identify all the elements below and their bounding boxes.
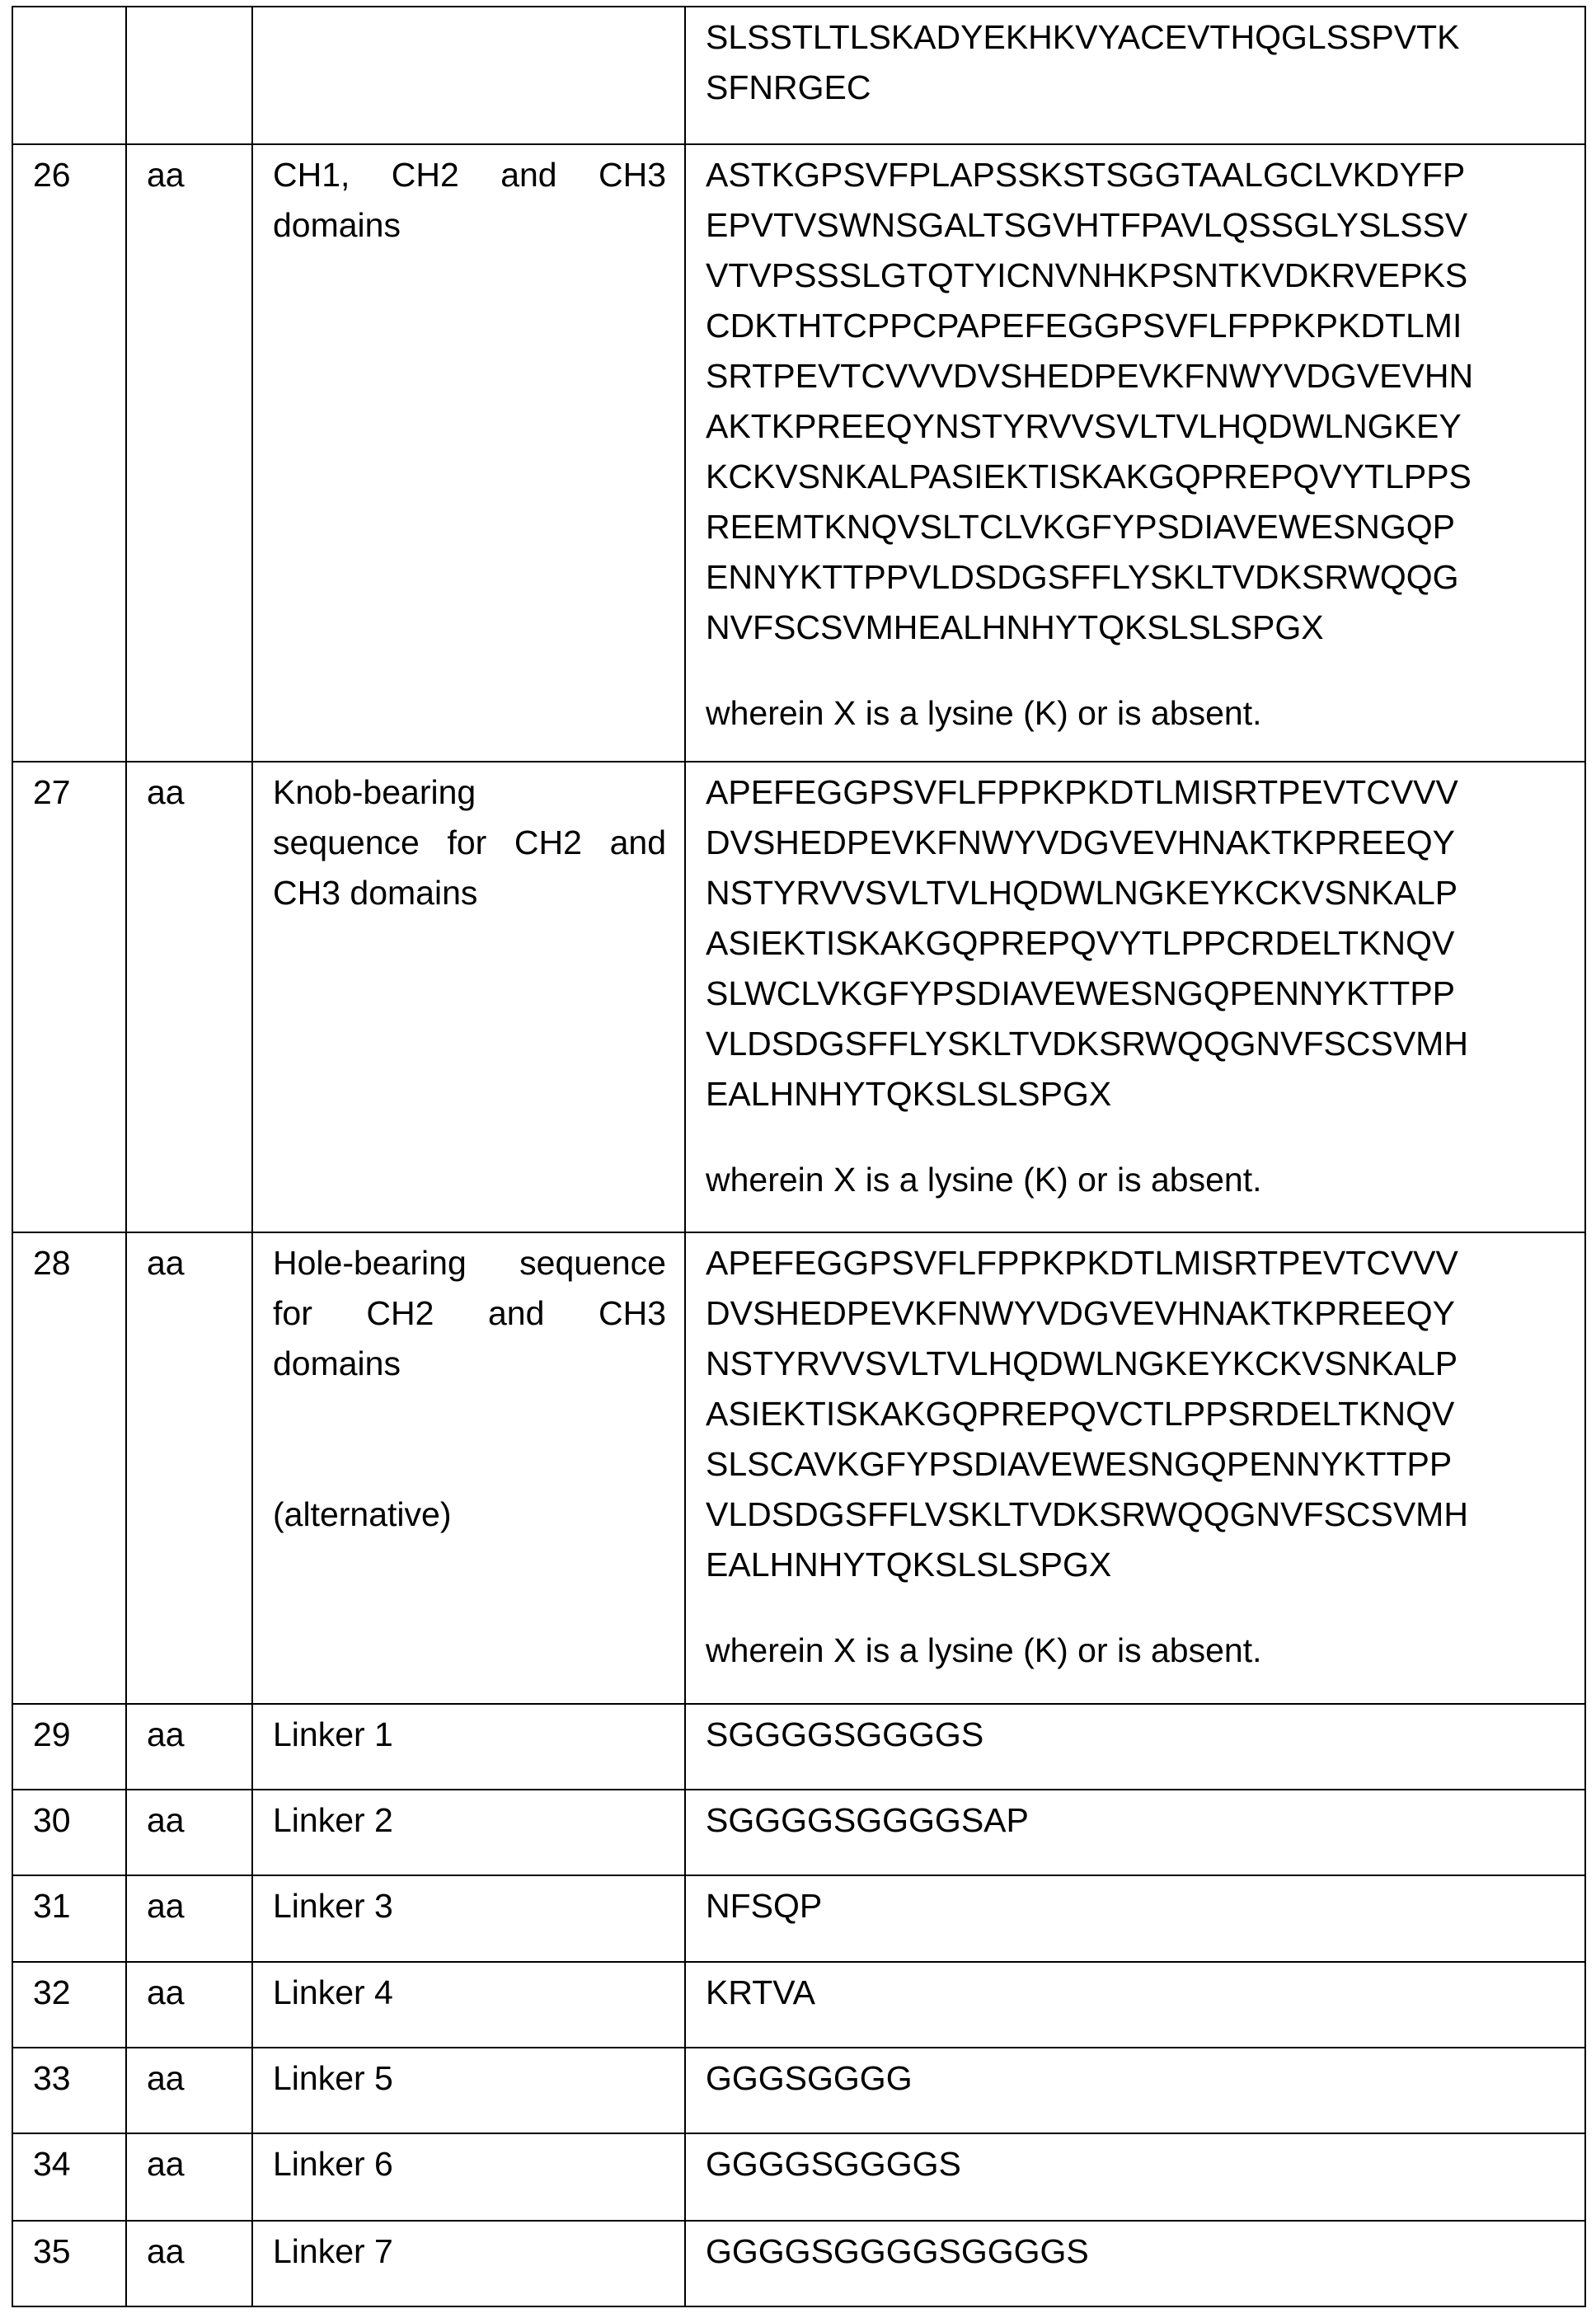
sequence-line: GGGSGGGG: [706, 2053, 1566, 2104]
seq-id: 27: [33, 767, 107, 818]
sequence-line: NFSQP: [706, 1881, 1566, 1931]
sequence-line: EPVTVSWNSGALTSGVHTFPAVLQSSGLYSLSSV: [706, 200, 1566, 251]
seq-type: aa: [147, 150, 233, 200]
table-row: [12, 1962, 1585, 2048]
description-cell: [252, 1232, 685, 1704]
sequence-line: EALHNHYTQKSLSLSPGX: [706, 1540, 1566, 1590]
sequence-line: VTVPSSSLGTQTYICNVNHKPSNTKVDKRVEPKS: [706, 251, 1566, 301]
sequence-line: SLSCAVKGFYPSDIAVEWESNGQPENNYKTTPP: [706, 1439, 1566, 1490]
seq-type: aa: [147, 1238, 233, 1288]
description-line: Linker 1: [273, 1710, 666, 1760]
description-line: domains: [273, 1339, 666, 1389]
seq-type: aa: [147, 1881, 233, 1931]
table-row: [12, 7, 1585, 144]
description-line: CH3 domains: [273, 868, 666, 918]
description-line: sequence for CH2 and: [273, 818, 666, 868]
description-cell: [252, 2048, 685, 2133]
description-alternative: (alternative): [273, 1490, 666, 1540]
sequence-cell: [685, 1232, 1585, 1704]
sequence-line: SRTPEVTCVVVDVSHEDPEVKFNWYVDGVEVHN: [706, 351, 1566, 401]
table-row: [12, 762, 1585, 1232]
sequence-cell: [685, 1704, 1585, 1790]
seq-id: 34: [33, 2139, 107, 2189]
description-line: Hole-bearing sequence: [273, 1238, 666, 1288]
sequence-line: GGGGSGGGGSGGGGS: [706, 2226, 1566, 2277]
sequence-line: SLSSTLTLSKADYEKHKVYACEVTHQGLSSPVTK: [706, 12, 1566, 63]
table-row: [12, 1232, 1585, 1704]
sequence-line: REEMTKNQVSLTCLVKGFYPSDIAVEWESNGQP: [706, 502, 1566, 552]
sequence-note: wherein X is a lysine (K) or is absent.: [706, 1626, 1566, 1676]
seq-type: aa: [147, 767, 233, 818]
sequence-note: wherein X is a lysine (K) or is absent.: [706, 688, 1566, 739]
seq-type: aa: [147, 2139, 233, 2189]
sequence-line: NSTYRVVSVLTVLHQDWLNGKEYKCKVSNKALP: [706, 1339, 1566, 1389]
seq-id: 32: [33, 1968, 107, 2018]
sequence-line: SFNRGEC: [706, 63, 1566, 113]
sequence-cell: [685, 1790, 1585, 1875]
description-line: Linker 6: [273, 2139, 666, 2189]
seq-id-cell: [12, 7, 126, 144]
seq-type-cell: [126, 1875, 252, 1962]
sequence-line: AKTKPREEQYNSTYRVVSVLTVLHQDWLNGKEY: [706, 401, 1566, 452]
sequence-line: ENNYKTTPPVLDSDGSFFLYSKLTVDKSRWQQG: [706, 552, 1566, 603]
sequence-line: VLDSDGSFFLVSKLTVDKSRWQQGNVFSCSVMH: [706, 1490, 1566, 1540]
seq-id-cell: [12, 2221, 126, 2306]
seq-id-cell: [12, 2048, 126, 2133]
seq-id-cell: [12, 1875, 126, 1962]
description-line: Linker 2: [273, 1795, 666, 1846]
sequence-cell: [685, 7, 1585, 144]
description-line: Linker 5: [273, 2053, 666, 2104]
seq-id: 29: [33, 1710, 107, 1760]
sequence-line: NVFSCSVMHEALHNHYTQKSLSLSPGX: [706, 603, 1566, 653]
sequence-line: VLDSDGSFFLYSKLTVDKSRWQQGNVFSCSVMH: [706, 1019, 1566, 1069]
description-cell: [252, 1875, 685, 1962]
seq-type-cell: [126, 1790, 252, 1875]
description-line: Linker 4: [273, 1968, 666, 2018]
description-cell: [252, 1704, 685, 1790]
seq-type-cell: [126, 2221, 252, 2306]
sequence-cell: [685, 762, 1585, 1232]
seq-type-cell: [126, 2133, 252, 2221]
sequence-line: CDKTHTCPPCPAPEFEGGPSVFLFPPKPKDTLMI: [706, 301, 1566, 351]
sequence-cell: [685, 1962, 1585, 2048]
seq-type: aa: [147, 1795, 233, 1846]
sequence-cell: [685, 144, 1585, 762]
sequence-line: DVSHEDPEVKFNWYVDGVEVHNAKTKPREEQY: [706, 1288, 1566, 1339]
description-cell: [252, 144, 685, 762]
table-row: [12, 1704, 1585, 1790]
sequence-cell: [685, 2048, 1585, 2133]
seq-type-cell: [126, 144, 252, 762]
seq-id-cell: [12, 1232, 126, 1704]
seq-id: 33: [33, 2053, 107, 2104]
description-line: Linker 3: [273, 1881, 666, 1931]
description-cell: [252, 2133, 685, 2221]
seq-type-cell: [126, 1962, 252, 2048]
sequence-line: KRTVA: [706, 1968, 1566, 2018]
seq-id: 31: [33, 1881, 107, 1931]
seq-type-cell: [126, 2048, 252, 2133]
description-line: Knob-bearing: [273, 767, 666, 818]
table-row: [12, 2133, 1585, 2221]
sequence-line: SGGGGSGGGGS: [706, 1710, 1566, 1760]
sequence-cell: [685, 2221, 1585, 2306]
seq-id-cell: [12, 1704, 126, 1790]
seq-type: aa: [147, 2053, 233, 2104]
sequence-table-body: [12, 7, 1585, 2306]
seq-type: aa: [147, 2226, 233, 2277]
sequence-line: NSTYRVVSVLTVLHQDWLNGKEYKCKVSNKALP: [706, 868, 1566, 918]
seq-id-cell: [12, 144, 126, 762]
sequence-line: EALHNHYTQKSLSLSPGX: [706, 1069, 1566, 1119]
table-row: [12, 2048, 1585, 2133]
description-line: for CH2 and CH3: [273, 1288, 666, 1339]
description-cell: [252, 1790, 685, 1875]
seq-id-cell: [12, 2133, 126, 2221]
description-cell: [252, 762, 685, 1232]
description-cell: [252, 2221, 685, 2306]
sequence-line: ASIEKTISKAKGQPREPQVYTLPPCRDELTKNQV: [706, 918, 1566, 969]
sequence-line: ASTKGPSVFPLAPSSKSTSGGTAALGCLVKDYFP: [706, 150, 1566, 200]
seq-id-cell: [12, 1962, 126, 2048]
sequence-cell: [685, 1875, 1585, 1962]
sequence-line: SGGGGSGGGGSAP: [706, 1795, 1566, 1846]
description-line: domains: [273, 200, 666, 251]
table-row: [12, 1875, 1585, 1962]
table-row: [12, 1790, 1585, 1875]
sequence-line: GGGGSGGGGS: [706, 2139, 1566, 2189]
seq-id: 30: [33, 1795, 107, 1846]
table-row: [12, 2221, 1585, 2306]
seq-type: aa: [147, 1710, 233, 1760]
seq-type-cell: [126, 762, 252, 1232]
seq-type-cell: [126, 1232, 252, 1704]
sequence-line: DVSHEDPEVKFNWYVDGVEVHNAKTKPREEQY: [706, 818, 1566, 868]
sequence-line: SLWCLVKGFYPSDIAVEWESNGQPENNYKTTPP: [706, 969, 1566, 1019]
sequence-line: KCKVSNKALPASIEKTISKAKGQPREPQVYTLPPS: [706, 452, 1566, 502]
seq-id: 35: [33, 2226, 107, 2277]
sequence-note: wherein X is a lysine (K) or is absent.: [706, 1155, 1566, 1205]
seq-type-cell: [126, 7, 252, 144]
sequence-line: APEFEGGPSVFLFPPKPKDTLMISRTPEVTCVVV: [706, 767, 1566, 818]
description-cell: [252, 1962, 685, 2048]
description-line: CH1, CH2 and CH3: [273, 150, 666, 200]
seq-id: 26: [33, 150, 107, 200]
seq-type: aa: [147, 1968, 233, 2018]
seq-id-cell: [12, 762, 126, 1232]
table-row: [12, 144, 1585, 762]
seq-id: 28: [33, 1238, 107, 1288]
sequence-line: APEFEGGPSVFLFPPKPKDTLMISRTPEVTCVVV: [706, 1238, 1566, 1288]
sequence-table: [12, 6, 1586, 2307]
sequence-line: ASIEKTISKAKGQPREPQVCTLPPSRDELTKNQV: [706, 1389, 1566, 1439]
sequence-cell: [685, 2133, 1585, 2221]
description-line: Linker 7: [273, 2226, 666, 2277]
seq-type-cell: [126, 1704, 252, 1790]
seq-id-cell: [12, 1790, 126, 1875]
description-cell: [252, 7, 685, 144]
